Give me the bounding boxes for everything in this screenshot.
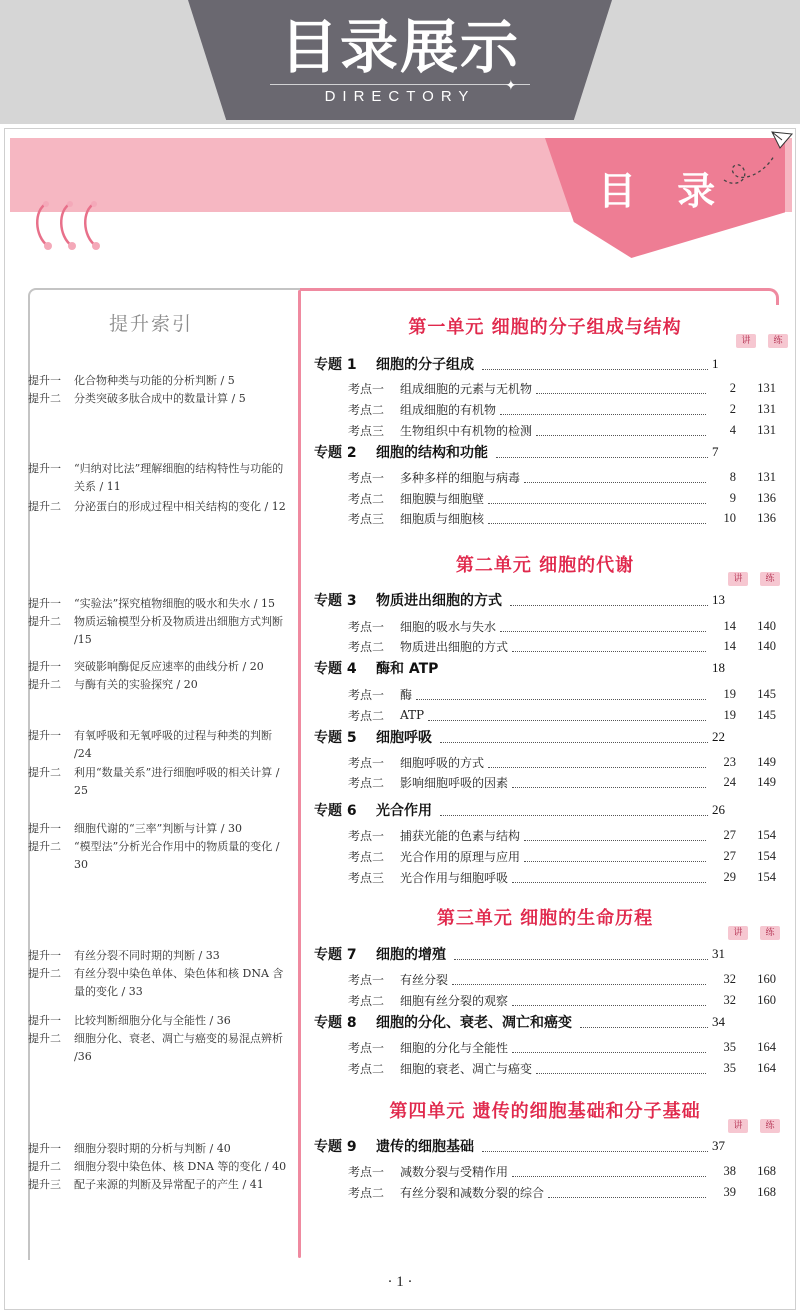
- tip-item: [28, 1176, 290, 1194]
- tip-text: 有丝分裂中染色单体、染色体和核 DNA 含量的变化 / 33: [74, 967, 284, 998]
- toc-point[interactable]: [348, 847, 776, 865]
- practice-page: 131: [757, 380, 776, 395]
- point-title: 有丝分裂: [400, 972, 449, 987]
- dot-leader: [536, 425, 706, 436]
- point-title: 光合作用与细胞呼吸: [400, 870, 509, 885]
- dot-leader: [524, 851, 706, 862]
- tip-label: 提升一: [28, 822, 61, 835]
- practice-page: 160: [757, 992, 776, 1007]
- toc-topic[interactable]: [314, 727, 776, 747]
- unit-heading: 第一单元 细胞的分子组成与结构: [408, 317, 682, 338]
- toc-topic[interactable]: [314, 590, 776, 610]
- lecture-page: 14: [723, 638, 736, 653]
- tip-text: 细胞分裂时期的分析与判断 / 40: [74, 1142, 231, 1155]
- lecture-page: 4: [729, 422, 736, 437]
- practice-page: 164: [757, 1039, 776, 1054]
- topic-title: 遗传的细胞基础: [376, 1139, 474, 1155]
- lecture-page: 27: [723, 827, 736, 842]
- topic-page: 1: [712, 356, 719, 371]
- tip-item: [28, 838, 290, 874]
- tip-item: [28, 764, 290, 800]
- practice-page: 168: [757, 1163, 776, 1178]
- sparkle-icon: ✦: [505, 78, 517, 94]
- tip-label: 提升一: [28, 1014, 61, 1027]
- lecture-page: 2: [729, 401, 736, 416]
- tip-label: 提升一: [28, 660, 61, 673]
- dot-leader: [512, 995, 706, 1006]
- dot-leader: [512, 1166, 706, 1177]
- point-number: 考点三: [348, 511, 385, 526]
- practice-page: 131: [757, 469, 776, 484]
- point-title: 组成细胞的有机物: [400, 402, 497, 417]
- toc-frame: [300, 288, 779, 305]
- tips-heading: 提升索引: [108, 313, 193, 335]
- toc-topic[interactable]: [314, 658, 776, 678]
- dot-leader: [482, 1141, 708, 1152]
- dot-leader: [428, 710, 706, 721]
- dot-leader: [548, 1187, 706, 1198]
- point-number: 考点一: [348, 1164, 385, 1179]
- point-title: 捕获光能的色素与结构: [400, 828, 521, 843]
- tip-label: 提升一: [28, 729, 61, 742]
- lecture-practice-tags: [728, 926, 780, 940]
- banner-title: 目录展示: [279, 13, 520, 81]
- dot-leader: [536, 383, 706, 394]
- lecture-page: 32: [723, 992, 736, 1007]
- toc-topic[interactable]: [314, 442, 776, 462]
- dot-leader: [524, 830, 706, 841]
- topic-page: 13: [712, 592, 725, 607]
- point-title: 酶: [400, 687, 413, 702]
- topic-page: 31: [712, 946, 725, 961]
- point-number: 考点一: [348, 755, 385, 770]
- point-title: 细胞的吸水与失水: [400, 619, 497, 634]
- point-number: 考点二: [348, 993, 385, 1008]
- tip-text: 有丝分裂不同时期的判断 / 33: [74, 949, 220, 962]
- lecture-practice-tags: [728, 1119, 780, 1133]
- tip-item: [28, 1012, 290, 1030]
- dot-leader: [482, 359, 708, 370]
- topic-title: 细胞的分化、衰老、凋亡和癌变: [376, 1015, 572, 1031]
- topic-number: 专题 1: [314, 357, 357, 373]
- practice-page: 136: [757, 510, 776, 525]
- point-number: 考点一: [348, 381, 385, 396]
- point-title: 多种多样的细胞与病毒: [400, 470, 521, 485]
- tip-text: 细胞代谢的“三率”判断与计算 / 30: [74, 822, 242, 835]
- tip-label: 提升二: [28, 615, 61, 628]
- dot-leader: [488, 757, 706, 768]
- toc-point[interactable]: [348, 379, 776, 397]
- topic-page: 7: [712, 444, 719, 459]
- topic-number: 专题 2: [314, 445, 357, 461]
- banner-divider: [270, 84, 530, 85]
- tip-item: [28, 965, 290, 1001]
- tip-text: 利用“数量关系”进行细胞呼吸的相关计算 / 25: [74, 766, 280, 797]
- dot-leader: [536, 1063, 706, 1074]
- tip-label: 提升二: [28, 678, 61, 691]
- toc-point[interactable]: [348, 826, 776, 844]
- tip-text: 物质运输模型分析及物质进出细胞方式判断 /15: [74, 615, 283, 646]
- toc-point[interactable]: [348, 468, 776, 486]
- point-number: 考点二: [348, 708, 385, 723]
- page-number: · 1 ·: [387, 1274, 413, 1290]
- tip-label: 提升一: [28, 374, 61, 387]
- lecture-page: 35: [723, 1060, 736, 1075]
- toc-point[interactable]: [348, 685, 776, 703]
- tip-item: [28, 820, 290, 838]
- tip-item: [28, 947, 290, 965]
- tip-label: 提升二: [28, 1032, 61, 1045]
- tip-text: “模型法”分析光合作用中的物质量的变化 / 30: [74, 840, 280, 871]
- tip-label: 提升一: [28, 597, 61, 610]
- topic-page: 34: [712, 1014, 725, 1029]
- point-title: 细胞的衰老、凋亡与癌变: [400, 1061, 533, 1076]
- banner-subtitle: DIRECTORY: [324, 88, 476, 105]
- tip-label: 提升一: [28, 462, 61, 475]
- dot-leader: [440, 732, 708, 743]
- practice-page: 154: [757, 848, 776, 863]
- topic-page: 26: [712, 802, 725, 817]
- lecture-page: 14: [723, 618, 736, 633]
- swirl-decoration-icon: [30, 200, 110, 252]
- dot-leader: [580, 1017, 708, 1028]
- topic-number: 专题 8: [314, 1015, 357, 1031]
- unit-heading: 第二单元 细胞的代谢: [455, 555, 635, 576]
- toc-topic[interactable]: [314, 944, 776, 964]
- lecture-page: 32: [723, 971, 736, 986]
- point-number: 考点一: [348, 972, 385, 987]
- lecture-page: 10: [723, 510, 736, 525]
- tip-item: [28, 1030, 290, 1066]
- tip-label: 提升三: [28, 1178, 61, 1191]
- dot-leader: [512, 641, 706, 652]
- page-title: 目 录: [598, 169, 730, 213]
- tip-text: 突破影响酶促反应速率的曲线分析 / 20: [74, 660, 264, 673]
- topic-number: 专题 4: [314, 661, 357, 677]
- lecture-tag: 讲: [728, 1119, 748, 1133]
- practice-page: 131: [757, 401, 776, 416]
- toc-point[interactable]: [348, 970, 776, 988]
- topic-title: 光合作用: [376, 803, 432, 819]
- practice-tag: 练: [760, 926, 780, 940]
- tip-item: [28, 676, 290, 694]
- dot-leader: [454, 949, 708, 960]
- point-title: 细胞的分化与全能性: [400, 1040, 509, 1055]
- point-title: 细胞膜与细胞壁: [400, 491, 485, 506]
- lecture-page: 19: [723, 686, 736, 701]
- toc-point[interactable]: [348, 753, 776, 771]
- point-number: 考点一: [348, 1040, 385, 1055]
- dot-leader: [500, 621, 706, 632]
- toc-point[interactable]: [348, 637, 776, 655]
- point-title: 细胞质与细胞核: [400, 511, 485, 526]
- dot-leader: [488, 493, 706, 504]
- point-title: 有丝分裂和减数分裂的综合: [400, 1185, 545, 1200]
- tip-item: [28, 460, 290, 496]
- lecture-practice-tags: [728, 572, 780, 586]
- toc-topic[interactable]: [314, 1012, 776, 1032]
- point-number: 考点三: [348, 423, 385, 438]
- unit-heading: 第三单元 细胞的生命历程: [436, 908, 654, 929]
- toc-point[interactable]: [348, 1183, 776, 1201]
- tip-item: [28, 372, 290, 390]
- toc-point[interactable]: [348, 1059, 776, 1077]
- tip-item: [28, 727, 290, 763]
- point-number: 考点二: [348, 491, 385, 506]
- point-title: 物质进出细胞的方式: [400, 639, 509, 654]
- toc-point[interactable]: [348, 773, 776, 791]
- practice-tag: 练: [768, 334, 788, 348]
- practice-page: 149: [757, 774, 776, 789]
- topic-title: 细胞的增殖: [376, 947, 446, 963]
- topic-title: 细胞呼吸: [376, 730, 432, 746]
- topic-page: 37: [712, 1138, 725, 1153]
- point-number: 考点一: [348, 619, 385, 634]
- dot-leader: [452, 974, 706, 985]
- lecture-page: 2: [729, 380, 736, 395]
- dot-leader: [510, 595, 708, 606]
- practice-page: 131: [757, 422, 776, 437]
- point-title: 光合作用的原理与应用: [400, 849, 521, 864]
- lecture-page: 19: [723, 707, 736, 722]
- lecture-page: 39: [723, 1184, 736, 1199]
- tip-text: 分类突破多肽合成中的数量计算 / 5: [74, 392, 246, 405]
- point-title: 生物组织中有机物的检测: [400, 423, 533, 438]
- dot-leader: [496, 447, 708, 458]
- tip-item: [28, 498, 290, 516]
- topic-number: 专题 3: [314, 593, 357, 609]
- practice-page: 149: [757, 754, 776, 769]
- point-title: 减数分裂与受精作用: [400, 1164, 509, 1179]
- point-number: 考点一: [348, 687, 385, 702]
- tip-item: [28, 658, 290, 676]
- tip-text: 有氧呼吸和无氧呼吸的过程与种类的判断 /24: [74, 729, 272, 760]
- point-title: 细胞有丝分裂的观察: [400, 993, 509, 1008]
- lecture-tag: 讲: [736, 334, 756, 348]
- tip-text: 配子来源的判断及异常配子的产生 / 41: [74, 1178, 264, 1191]
- topic-page: 22: [712, 729, 725, 744]
- practice-page: 154: [757, 827, 776, 842]
- tip-item: [28, 1158, 290, 1176]
- topic-title: 细胞的结构和功能: [376, 445, 488, 461]
- topic-number: 专题 7: [314, 947, 357, 963]
- tip-label: 提升一: [28, 1142, 61, 1155]
- toc-point[interactable]: [348, 400, 776, 418]
- tip-item: [28, 390, 290, 408]
- point-title: 影响细胞呼吸的因素: [400, 775, 509, 790]
- tip-text: “实验法”探究植物细胞的吸水和失水 / 15: [74, 597, 275, 610]
- lecture-practice-tags: [736, 334, 788, 348]
- lecture-page: 38: [723, 1163, 736, 1178]
- toc-point[interactable]: [348, 1162, 776, 1180]
- tip-item: [28, 595, 290, 613]
- topic-title: 细胞的分子组成: [376, 357, 474, 373]
- toc-topic[interactable]: [314, 800, 776, 820]
- toc-topic[interactable]: [314, 1136, 776, 1156]
- dot-leader: [512, 777, 706, 788]
- point-number: 考点二: [348, 775, 385, 790]
- tip-text: 细胞分化、衰老、凋亡与癌变的易混点辨析 /36: [74, 1032, 283, 1063]
- tip-item: [28, 1140, 290, 1158]
- lecture-page: 35: [723, 1039, 736, 1054]
- tip-text: “归纳对比法”理解细胞的结构特性与功能的关系 / 11: [74, 462, 284, 493]
- practice-page: 140: [757, 618, 776, 633]
- lecture-page: 8: [729, 469, 736, 484]
- lecture-tag: 讲: [728, 926, 748, 940]
- topic-title: 物质进出细胞的方式: [376, 593, 502, 609]
- dot-leader: [440, 805, 708, 816]
- practice-page: 154: [757, 869, 776, 884]
- tip-text: 比较判断细胞分化与全能性 / 36: [74, 1014, 231, 1027]
- paper-plane-icon: [770, 130, 794, 150]
- toc-point[interactable]: [348, 617, 776, 635]
- point-number: 考点二: [348, 849, 385, 864]
- tip-label: 提升二: [28, 967, 61, 980]
- tip-text: 分泌蛋白的形成过程中相关结构的变化 / 12: [74, 500, 286, 513]
- practice-page: 160: [757, 971, 776, 986]
- dot-leader: [446, 663, 708, 673]
- point-number: 考点三: [348, 870, 385, 885]
- practice-page: 145: [757, 707, 776, 722]
- topic-page: 18: [712, 660, 725, 675]
- dot-leader: [500, 404, 706, 415]
- practice-tag: 练: [760, 572, 780, 586]
- tip-label: 提升二: [28, 840, 61, 853]
- topic-title: 酶和 ATP: [376, 661, 439, 677]
- dot-leader: [488, 513, 706, 524]
- lecture-page: 23: [723, 754, 736, 769]
- point-number: 考点二: [348, 1061, 385, 1076]
- dot-leader: [524, 472, 706, 483]
- practice-page: 168: [757, 1184, 776, 1199]
- lecture-page: 24: [723, 774, 736, 789]
- toc-point[interactable]: [348, 991, 776, 1009]
- tip-label: 提升二: [28, 766, 61, 779]
- toc-point[interactable]: [348, 489, 776, 507]
- toc-point[interactable]: [348, 509, 776, 527]
- toc-point[interactable]: [348, 706, 776, 724]
- point-title: 细胞呼吸的方式: [400, 755, 485, 770]
- tip-text: 与酶有关的实验探究 / 20: [74, 678, 198, 691]
- dotted-curl-icon: [722, 150, 778, 190]
- toc-point[interactable]: [348, 421, 776, 439]
- lecture-tag: 讲: [728, 572, 748, 586]
- point-number: 考点二: [348, 639, 385, 654]
- toc-point[interactable]: [348, 1038, 776, 1056]
- point-number: 考点一: [348, 828, 385, 843]
- practice-tag: 练: [760, 1119, 780, 1133]
- dot-leader: [512, 872, 706, 883]
- topic-number: 专题 9: [314, 1139, 357, 1155]
- tip-text: 细胞分裂中染色体、核 DNA 等的变化 / 40: [74, 1160, 287, 1173]
- point-title: ATP: [400, 708, 425, 722]
- dot-leader: [416, 689, 706, 700]
- unit-heading: 第四单元 遗传的细胞基础和分子基础: [389, 1101, 701, 1122]
- toc-point[interactable]: [348, 868, 776, 886]
- tip-item: [28, 613, 290, 649]
- topic-number: 专题 5: [314, 730, 357, 746]
- topic-number: 专题 6: [314, 803, 357, 819]
- toc-topic[interactable]: [314, 354, 776, 374]
- point-title: 组成细胞的元素与无机物: [400, 381, 533, 396]
- lecture-page: 27: [723, 848, 736, 863]
- tip-label: 提升二: [28, 500, 61, 513]
- point-number: 考点一: [348, 470, 385, 485]
- lecture-page: 29: [723, 869, 736, 884]
- practice-page: 164: [757, 1060, 776, 1075]
- practice-page: 140: [757, 638, 776, 653]
- dot-leader: [512, 1042, 706, 1053]
- practice-page: 136: [757, 490, 776, 505]
- tip-label: 提升一: [28, 949, 61, 962]
- point-number: 考点二: [348, 1185, 385, 1200]
- practice-page: 145: [757, 686, 776, 701]
- tip-label: 提升二: [28, 1160, 61, 1173]
- tip-label: 提升二: [28, 392, 61, 405]
- lecture-page: 9: [729, 490, 736, 505]
- point-number: 考点二: [348, 402, 385, 417]
- tip-text: 化合物种类与功能的分析判断 / 5: [74, 374, 235, 387]
